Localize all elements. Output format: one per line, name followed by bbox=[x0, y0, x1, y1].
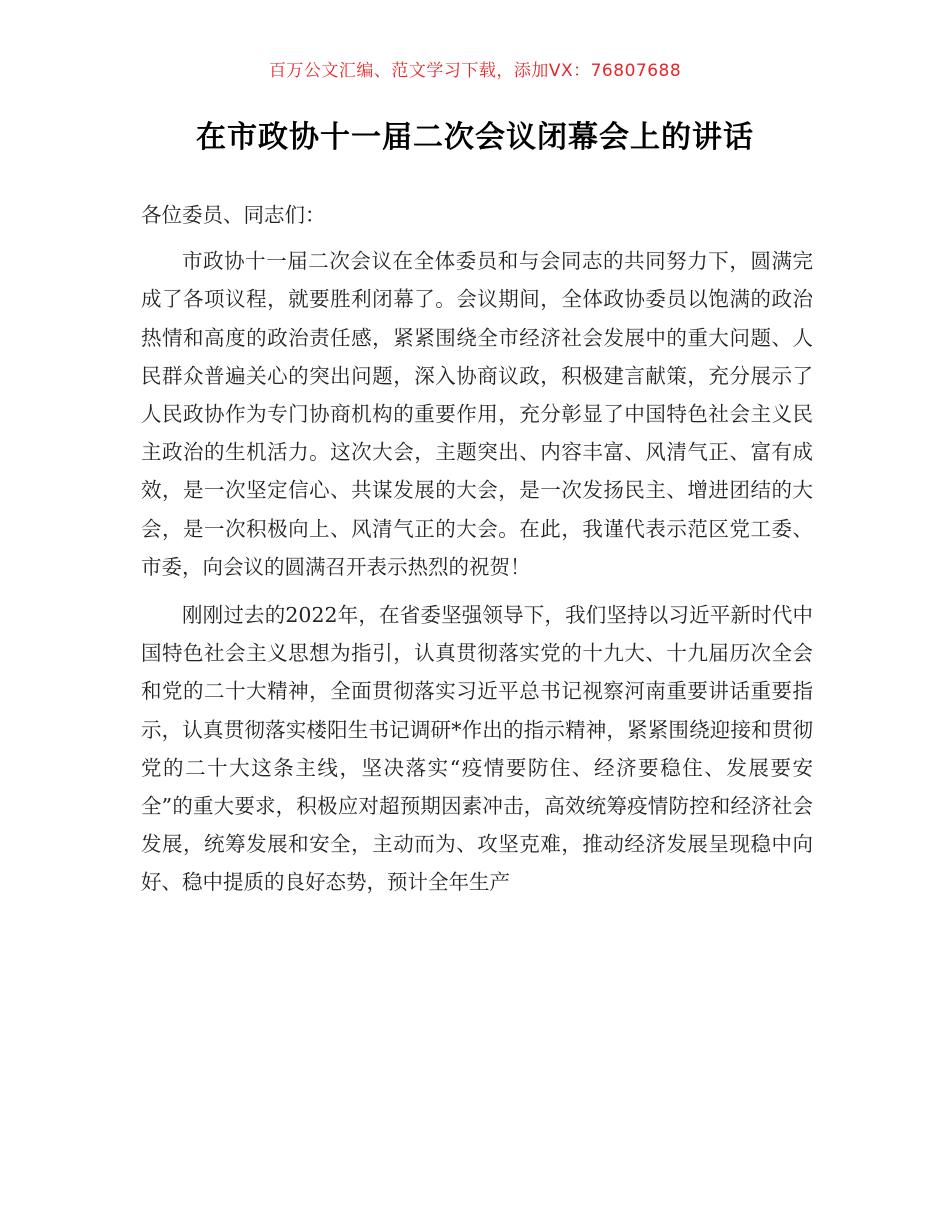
document-title: 在市政协十一届二次会议闭幕会上的讲话 bbox=[196, 120, 754, 155]
document-body bbox=[141, 196, 813, 902]
paragraph: 刚刚过去的2022年，在省委坚强领导下，我们坚持以习近平新时代中国特色社会主义思想为指引，认真贯彻落实党的十九大、十九届历次全会和党的二十大精神，全面贯彻落实习近平总书记视察河南重要讲话重要指示，认真贯彻落实楼阳生书记调研*作出的指示精神，紧紧围绕迎接和贯彻党的二十大这条主线，坚决落实“疫情要防住、经济要稳住、发展要安全”的重大要求，积极应对超预期因素冲击，高效统筹疫情防控和经济社会发展，统筹发展和安全，主动而为、攻坚克难，推动经济发展呈现稳中向好、稳中提质的良好态势，预计全年生产 bbox=[141, 603, 813, 895]
paragraph: 市政协十一届二次会议在全体委员和与会同志的共同努力下，圆满完成了各项议程，就要胜利闭幕了。会议期间，全体政协委员以饱满的政治热情和高度的政治责任感，紧紧围绕全市经济社会发展中的重大问题、人民群众普遍关心的突出问题，深入协商议政，积极建言献策，充分展示了人民政协作为专门协商机构的重要作用，充分彰显了中国特色社会主义民主政治的生机活力。这次大会，主题突出、内容丰富、风清气正、富有成效，是一次坚定信心、共谋发展的大会，是一次发扬民主、增进团结的大会，是一次积极向上、风清气正的大会。在此，我谨代表示范区党工委、市委，向会议的圆满召开表示热烈的祝贺！ bbox=[141, 249, 813, 579]
salutation: 各位委员、同志们： bbox=[141, 203, 326, 227]
watermark-header: 百万公文汇编、范文学习下载，添加VX：76807688 bbox=[268, 61, 682, 81]
